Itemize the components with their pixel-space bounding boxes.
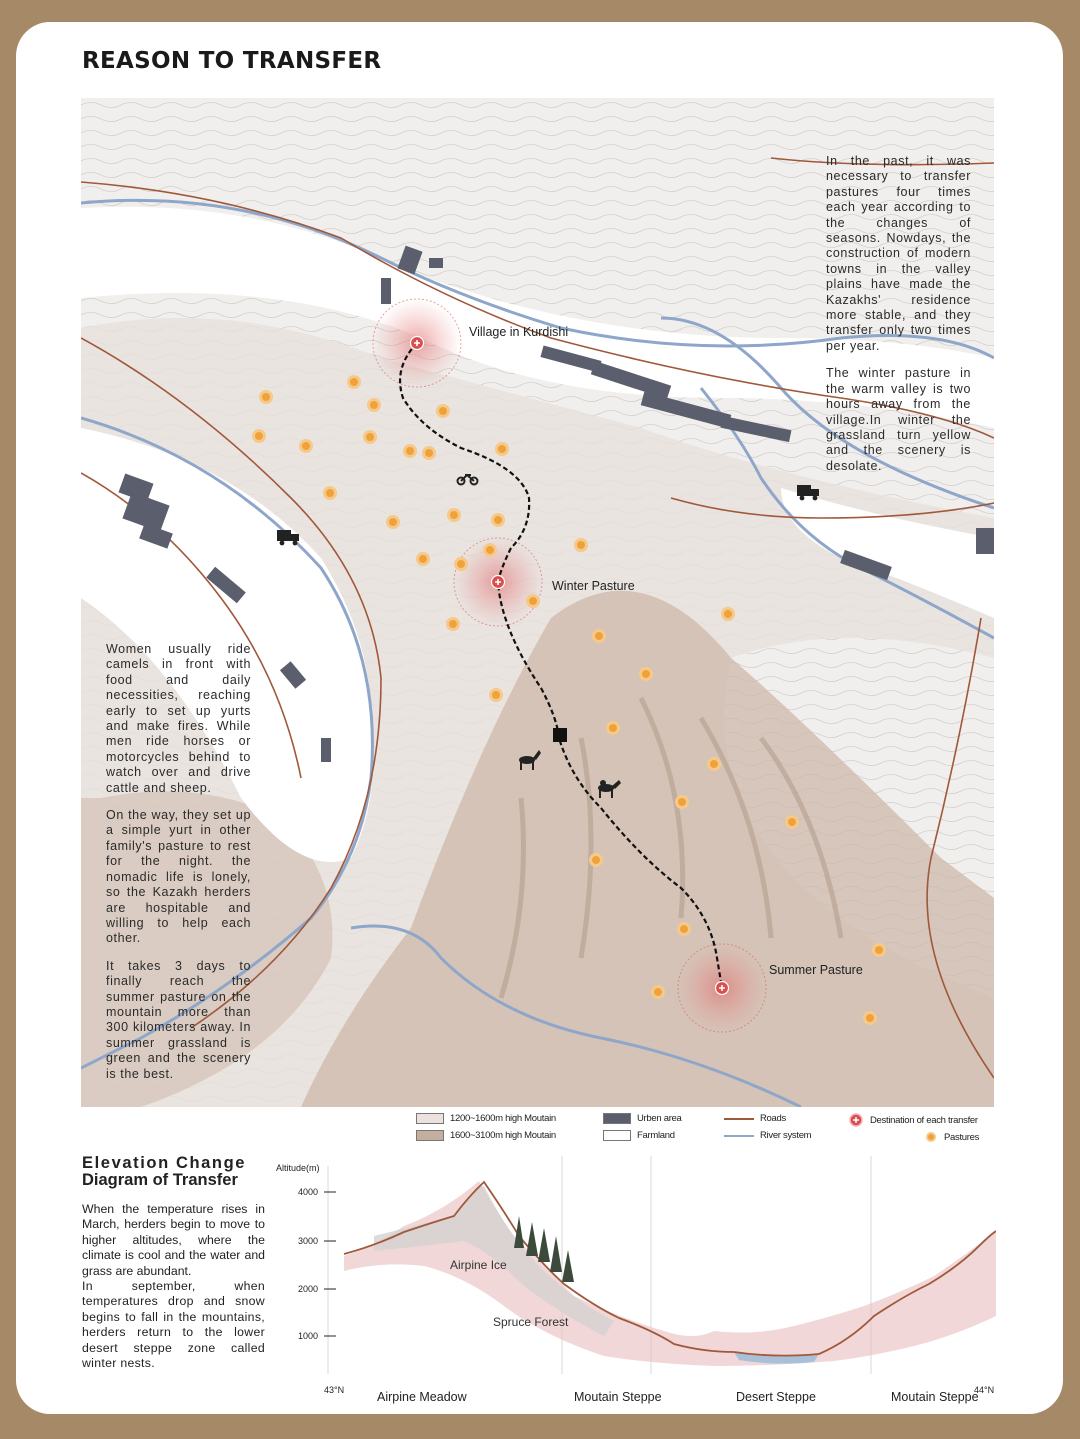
annotation-airpine-ice: Airpine Ice <box>450 1258 507 1272</box>
paragraph: It takes 3 days to finally reach the summer pasture on the mountain more than 300 kilometers away. In summer grassland is green and the scenery is the best. <box>106 958 251 1081</box>
swatch <box>416 1113 444 1124</box>
legend-label: 1200~1600m high Moutain <box>450 1113 556 1124</box>
legend-label: 1600~3100m high Moutain <box>450 1130 556 1141</box>
annotation-spruce-forest: Spruce Forest <box>493 1315 569 1329</box>
map-legend <box>416 1110 996 1150</box>
legend-label: River system <box>760 1130 812 1141</box>
paragraph: Women usually ride camels in front with food and daily necessities, reaching early to set up yurts and make fires. While men ride horses or motorcycles behind to watch over and drive cattle and sheep. <box>106 642 251 795</box>
paragraph: When the temperature rises in March, herders begin to move to higher altitudes, where the climate is cool and the water and grass are abundant. <box>82 1202 265 1278</box>
zone-label: Moutain Steppe <box>574 1390 662 1404</box>
lat-start: 43°N <box>324 1385 345 1395</box>
elevation-title-line1: Elevation Change <box>82 1154 247 1172</box>
swatch <box>603 1113 631 1124</box>
legend-label: Farmland <box>637 1130 675 1141</box>
line-swatch <box>724 1135 754 1137</box>
legend-high-mountain <box>416 1130 556 1141</box>
legend-label: Pastures <box>944 1131 980 1143</box>
tick-label: 3000 <box>298 1236 319 1246</box>
tick-label: 2000 <box>298 1284 319 1294</box>
elevation-title <box>82 1155 246 1189</box>
legend-pastures <box>924 1130 979 1144</box>
tick-label: 1000 <box>298 1331 319 1341</box>
zone-label: Desert Steppe <box>736 1390 816 1404</box>
poster-frame <box>16 22 1063 1414</box>
map-text-left <box>106 642 251 1094</box>
line-swatch <box>724 1118 754 1120</box>
legend-roads <box>724 1113 786 1124</box>
elevation-text <box>82 1202 265 1371</box>
yurt-icon <box>553 728 567 742</box>
legend-farmland <box>603 1130 675 1141</box>
legend-label: Destination of each transfer <box>870 1114 978 1126</box>
swatch <box>603 1130 631 1141</box>
legend-destination <box>848 1113 978 1127</box>
paragraph: In the past, it was necessary to transfer pastures four times each year according to the changes of seasons. Nowdays, the construction of modern towns in the valley plains have made the Kazakhs' residence more stable, and they transfer only two times per year. <box>826 154 971 353</box>
paragraph: The winter pasture in the warm valley is two hours away from the village.In winter the grassland turn yellow and the scenery is desolate. <box>826 366 971 473</box>
pasture-dot-icon <box>924 1130 938 1144</box>
swatch <box>416 1130 444 1141</box>
elevation-title-line2: Diagram of Transfer <box>82 1171 238 1189</box>
zone-label: Moutain Steppe <box>891 1390 979 1404</box>
lat-end: 44°N <box>974 1385 995 1395</box>
village-label: Village in Kurdishi <box>469 325 569 339</box>
paragraph: On the way, they set up a simple yurt in other family's pasture to rest for the night. the nomadic life is lonely, so the Kazakh herders are hospitable and willing to help each other. <box>106 808 251 946</box>
summer-pasture-label: Summer Pasture <box>769 963 863 977</box>
winter-pasture-label: Winter Pasture <box>552 579 635 593</box>
axis-label: Altitude(m) <box>276 1163 320 1173</box>
zone-label: Airpine Meadow <box>377 1390 467 1404</box>
destination-marker-icon <box>848 1113 864 1127</box>
tick-label: 4000 <box>298 1187 319 1197</box>
legend-label: Roads <box>760 1113 786 1124</box>
legend-urban <box>603 1113 682 1124</box>
map-text-right <box>826 154 971 486</box>
paragraph: In september, when temperatures drop and snow begins to fall in the mountains, herders return to the lower desert steppe zone called winter nests. <box>82 1279 265 1371</box>
legend-river <box>724 1130 811 1141</box>
page-title: REASON TO TRANSFER <box>82 48 382 74</box>
elevation-profile <box>274 1156 996 1408</box>
legend-low-mountain <box>416 1113 556 1124</box>
legend-label: Urben area <box>637 1113 682 1124</box>
